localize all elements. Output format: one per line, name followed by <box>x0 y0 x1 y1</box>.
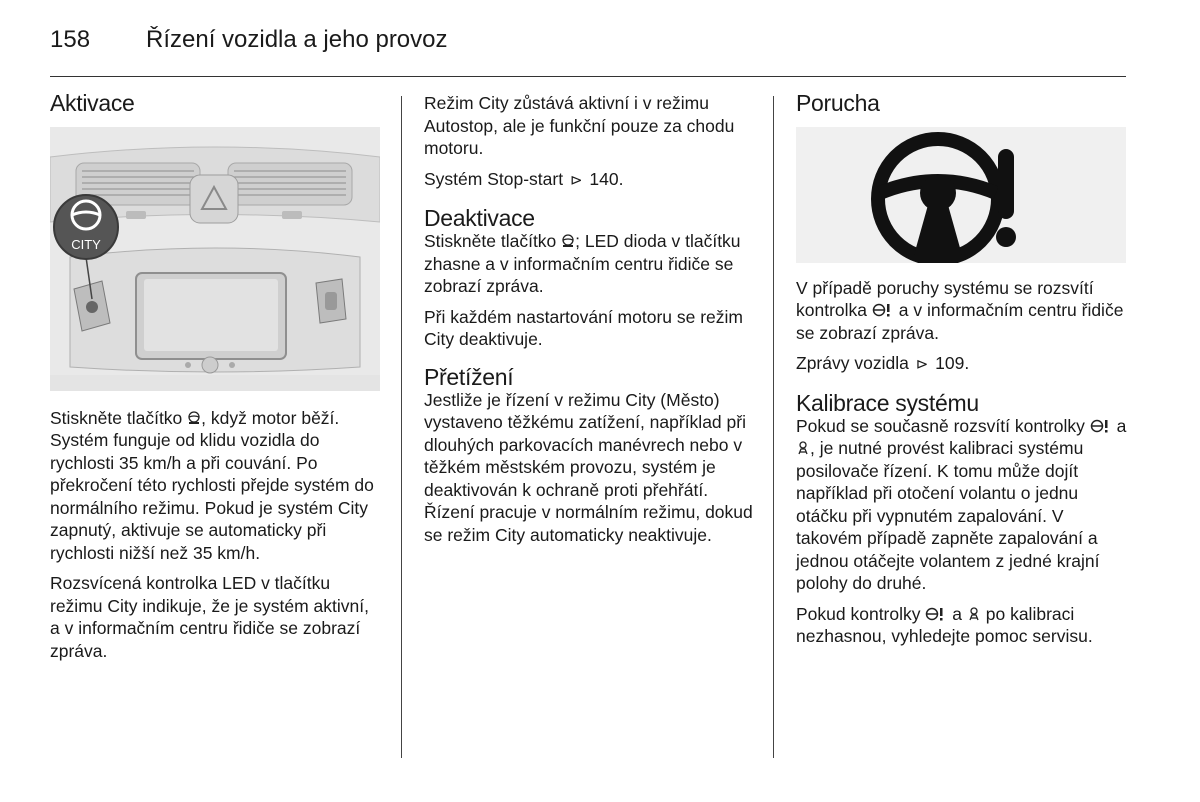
column-divider-1 <box>401 96 402 758</box>
dashboard-illustration <box>50 127 380 391</box>
reference-arrow-icon: ⊳ <box>569 171 583 189</box>
heading-aktivace: Aktivace <box>50 90 135 116</box>
paragraph-aktivace-1 <box>50 407 382 565</box>
reference-zpravy-vozidla <box>796 352 1128 377</box>
text-span: Pokud se současně rozsvítí kontrolky <box>796 415 1085 436</box>
steering-warning-icon <box>925 607 947 621</box>
reference-stop-start <box>424 168 760 193</box>
text-span: Stiskněte tlačítko <box>50 407 183 428</box>
text-span: Stiskněte tlačítko <box>424 231 557 251</box>
city-button-label: CITY <box>71 236 101 252</box>
reference-page: 109. <box>935 353 970 373</box>
heading-porucha: Porucha <box>796 90 880 116</box>
city-steering-icon <box>561 234 575 248</box>
heading-deaktivace: Deaktivace <box>424 205 535 231</box>
steering-warning-icon <box>872 303 894 317</box>
paragraph-autostop: Režim City zůstává aktivní i v režimu Autostop, ale je funkční pouze za chodu motoru. <box>424 93 735 158</box>
text-span: a v informačním centru řidiče se zobrazí zpráva. <box>796 300 1124 343</box>
text-span: a <box>1116 415 1127 436</box>
steering-warning-illustration <box>796 127 1126 263</box>
page-title: Řízení vozidla a jeho provoz <box>146 26 448 53</box>
steering-calibration-icon <box>967 607 981 621</box>
page-number: 158 <box>50 26 91 53</box>
reference-arrow-icon: ⊳ <box>915 356 929 373</box>
paragraph-deaktivace-2: Při každém nastartování motoru se režim City deaktivuje. <box>424 306 744 349</box>
heading-kalibrace: Kalibrace systému <box>796 389 979 416</box>
paragraph-aktivace-2: Rozsvícená kontrolka LED v tlačítku režimu City indikuje, že je systém aktivní, a v informačním centru řidiče se zobrazí zpráva. <box>50 573 369 661</box>
column-middle <box>424 92 760 554</box>
city-steering-icon <box>187 411 201 425</box>
reference-page: 140. <box>589 168 624 189</box>
steering-calibration-icon <box>796 441 810 455</box>
steering-warning-icon <box>1090 419 1112 433</box>
text-span: po kalibraci nezhasnou, vyhledejte pomoc servisu. <box>796 603 1093 646</box>
heading-pretizeni: Přetížení <box>424 363 514 390</box>
paragraph-pretizeni: Jestliže je řízení v režimu City (Město) vystaveno těžkému zatížení, například při dlouhých parkovacích manévrech nebo v těžkém městském provozu, systém je deaktivován k ochraně proti přehřátí. Řízení pracuje v normálním režimu, dokud se režim City automaticky neaktivuje. <box>424 389 753 545</box>
page-header <box>50 24 1126 77</box>
paragraph-kalibrace-2 <box>796 603 1128 648</box>
text-span: Systém Stop-start <box>424 168 564 189</box>
column-left <box>50 92 382 670</box>
text-span: V případě poruchy systému se rozsvítí kontrolka <box>796 277 1094 320</box>
paragraph-deaktivace-1 <box>424 230 760 298</box>
paragraph-kalibrace-1 <box>796 415 1128 595</box>
text-span: a <box>952 603 962 624</box>
column-right <box>796 92 1128 656</box>
text-span: Zprávy vozidla <box>796 353 909 373</box>
paragraph-porucha <box>796 277 1128 345</box>
column-divider-2 <box>773 96 774 758</box>
text-span: , když motor běží. Systém funguje od klidu vozidla do rychlosti 35 km/h a při couvání. Po překročení této rychlosti přejde systém do normálního režimu. Pokud je systém City zapnutý, aktivuje se automaticky při rychlosti nižší než 35 km/h. <box>50 407 374 563</box>
text-span: Pokud kontrolky <box>796 603 921 624</box>
text-span: , je nutné provést kalibraci systému posilovače řízení. K tomu může dojít například při otočení volantu o jednu otáčku při vypnutém zapalování. V takovém případě zapněte zapalování a jednou otáčejte volantem z jedné krajní polohy do druhé. <box>796 438 1100 593</box>
text-span: ; LED dioda v tlačítku zhasne a v informačním centru řidiče se zobrazí zpráva. <box>424 231 741 296</box>
